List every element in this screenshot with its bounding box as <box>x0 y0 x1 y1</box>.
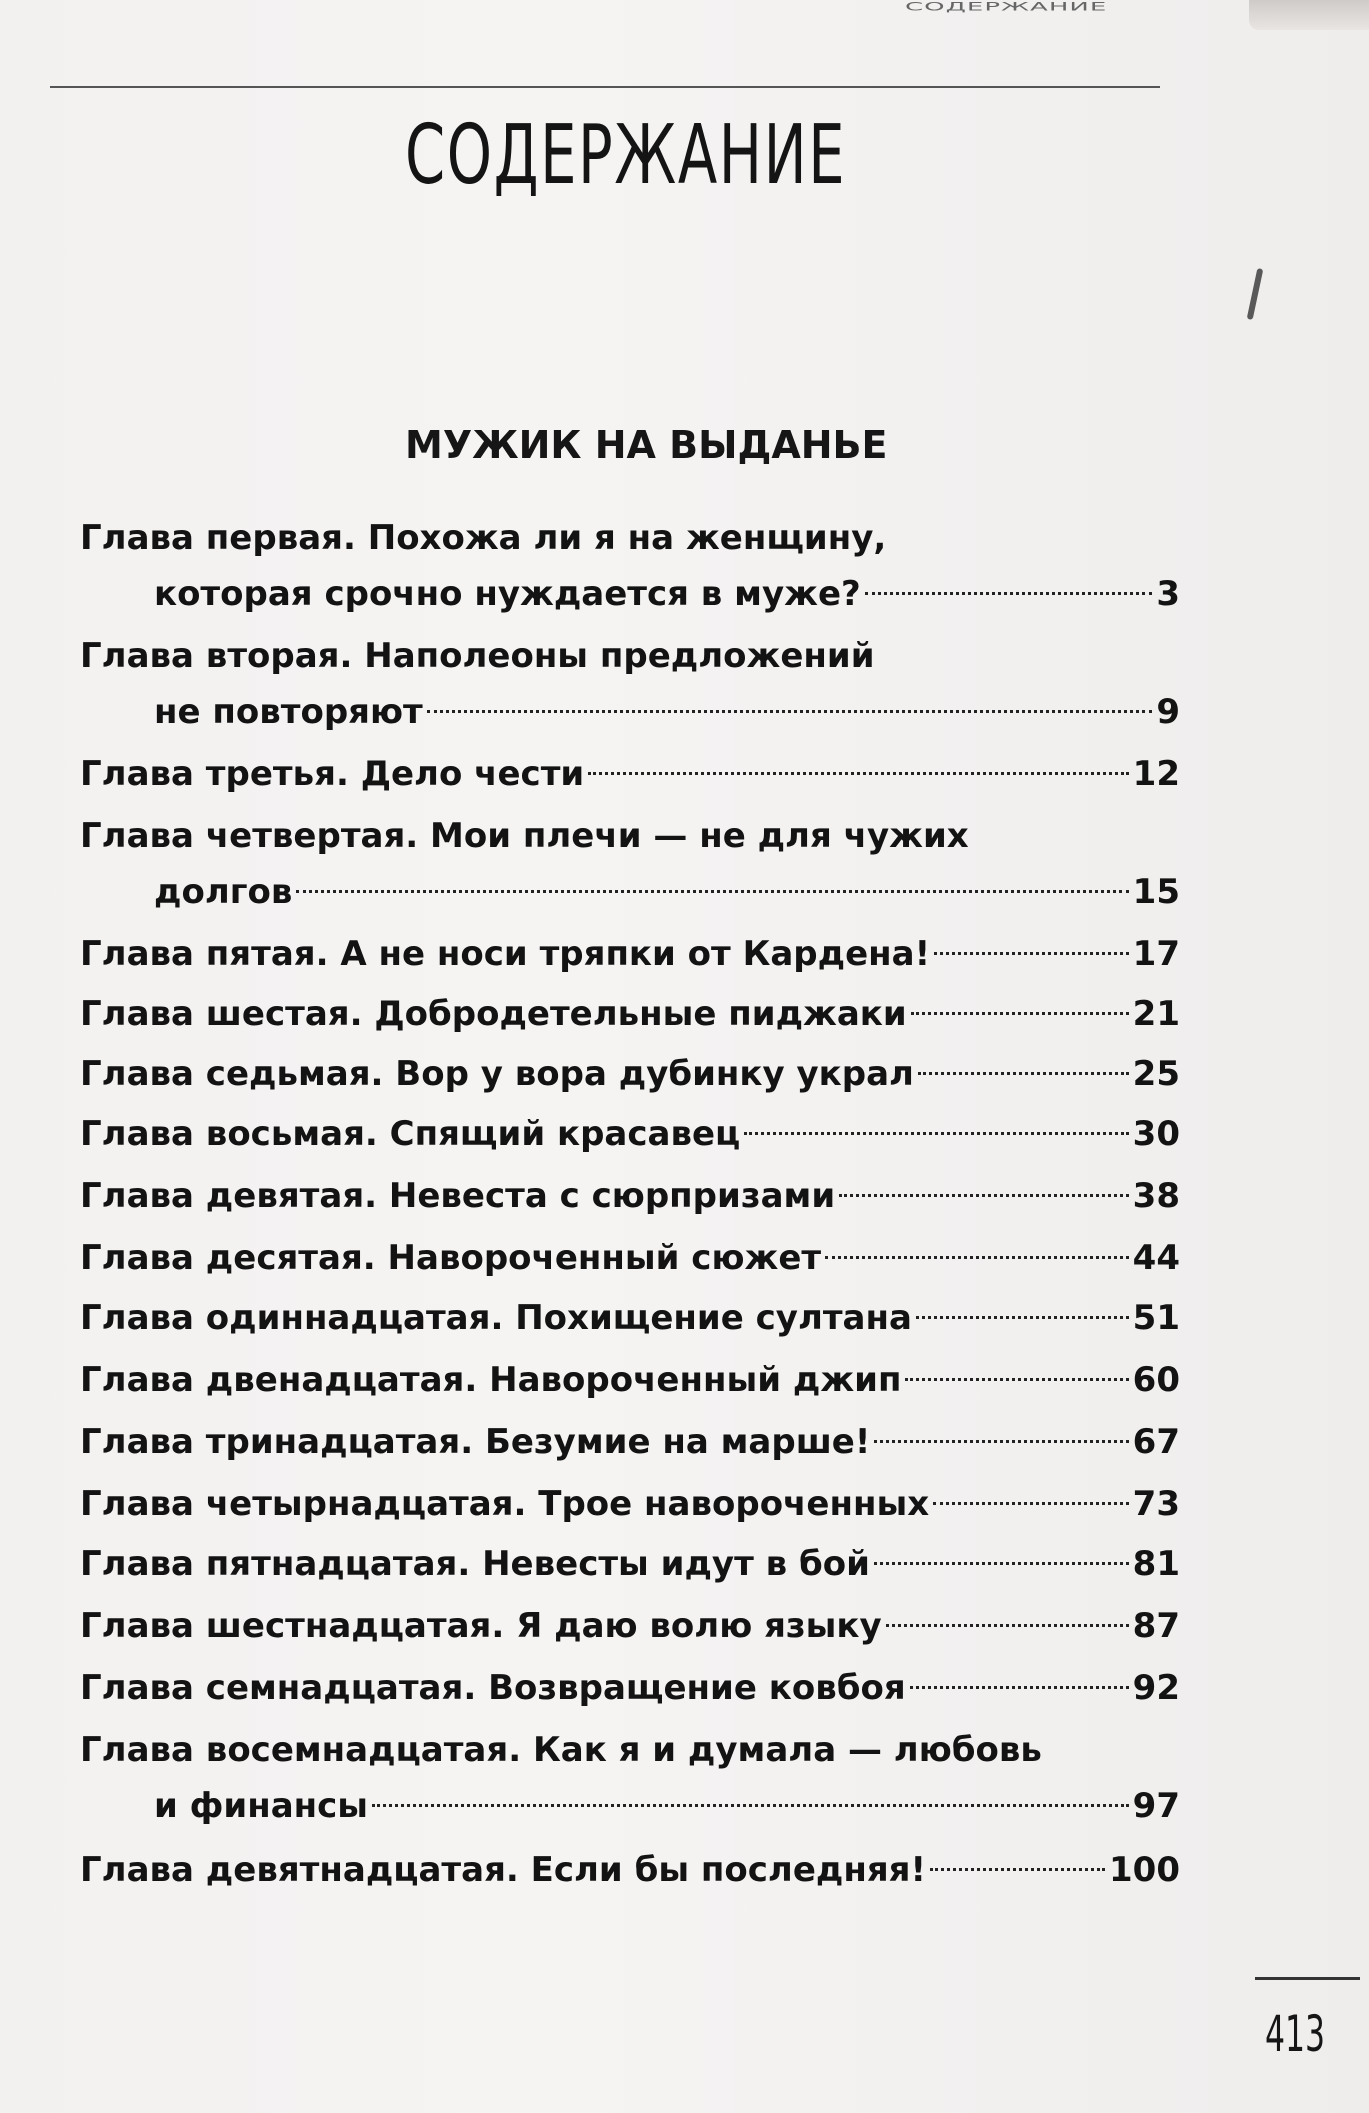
toc-entry[interactable] <box>80 1598 1180 1654</box>
toc-entry-title-cont: не повторяют <box>154 692 423 732</box>
toc-entry-page: 87 <box>1132 1606 1180 1646</box>
leader-dots <box>905 1378 1128 1381</box>
leader-dots <box>296 890 1128 893</box>
toc-entry[interactable] <box>80 1536 1180 1592</box>
toc-entry-page: 38 <box>1132 1176 1180 1216</box>
toc-entry-page: 15 <box>1132 872 1180 912</box>
leader-dots <box>588 772 1128 775</box>
leader-dots <box>933 1502 1129 1505</box>
leader-dots <box>934 952 1129 955</box>
page-number: 413 <box>1265 2005 1326 2063</box>
toc-entry-title: Глава вторая. Наполеоны предложений <box>80 636 875 676</box>
toc-entry-title: Глава девятнадцатая. Если бы последняя! <box>80 1850 926 1890</box>
toc-entry-title: Глава двенадцатая. Навороченный джип <box>80 1360 902 1400</box>
leader-dots <box>839 1194 1129 1197</box>
leader-dots <box>427 710 1153 713</box>
toc-entry-title: Глава тринадцатая. Безумие на марше! <box>80 1422 871 1462</box>
leader-dots <box>744 1132 1128 1135</box>
leader-dots <box>918 1072 1129 1075</box>
toc-entry-title: Глава третья. Дело чести <box>80 754 585 794</box>
toc-entry[interactable] <box>80 808 1180 920</box>
toc-entry-title: Глава пятая. А не носи тряпки от Кардена! <box>80 934 931 974</box>
toc-entry-page: 97 <box>1132 1786 1180 1826</box>
toc-entry-title: Глава семнадцатая. Возвращение ковбоя <box>80 1668 906 1708</box>
toc-entry[interactable] <box>80 510 1180 622</box>
section-title: МУЖИК НА ВЫДАНЬЕ <box>405 423 888 467</box>
toc-entry-title: Глава одиннадцатая. Похищение султана <box>80 1298 912 1338</box>
toc-entry-title: Глава десятая. Навороченный сюжет <box>80 1238 822 1278</box>
leader-dots <box>372 1804 1129 1807</box>
toc-entry[interactable] <box>80 1722 1180 1834</box>
toc-entry-page: 81 <box>1132 1544 1180 1584</box>
toc-entry-page: 60 <box>1132 1360 1180 1400</box>
leader-dots <box>886 1624 1129 1627</box>
leader-dots <box>911 1012 1129 1015</box>
page-corner-shadow <box>1249 0 1369 30</box>
toc-entry[interactable] <box>80 1230 1180 1286</box>
toc-entry-page: 73 <box>1132 1484 1180 1524</box>
header-rule <box>50 86 1160 88</box>
toc-entry-page: 17 <box>1132 934 1180 974</box>
toc-entry-page: 51 <box>1132 1298 1180 1338</box>
toc-entry-title: Глава девятая. Невеста с сюрпризами <box>80 1176 836 1216</box>
toc-entry[interactable] <box>80 1290 1180 1346</box>
toc-entry-title: Глава шестнадцатая. Я даю волю языку <box>80 1606 882 1646</box>
toc-entry-title: Глава четырнадцатая. Трое навороченных <box>80 1484 930 1524</box>
toc-entry-page: 100 <box>1109 1850 1180 1890</box>
toc-entry-page: 12 <box>1132 754 1180 794</box>
toc-entry-title-cont: которая срочно нуждается в муже? <box>154 574 861 614</box>
leader-dots <box>910 1686 1129 1689</box>
toc-entry-page: 21 <box>1132 994 1180 1034</box>
toc-entry-title: Глава восемнадцатая. Как я и думала — любовь <box>80 1730 1042 1770</box>
toc-entry[interactable] <box>80 1168 1180 1224</box>
toc-entry[interactable] <box>80 628 1180 740</box>
leader-dots <box>865 592 1153 595</box>
page-title: СОДЕРЖАНИЕ <box>405 108 847 203</box>
toc-entry-title-cont: и финансы <box>154 1786 369 1826</box>
toc-entry[interactable] <box>80 746 1180 802</box>
toc-entry-page: 3 <box>1156 574 1180 614</box>
leader-dots <box>874 1440 1128 1443</box>
toc-entry[interactable] <box>80 1414 1180 1470</box>
toc-entry-title-cont: долгов <box>154 872 293 912</box>
toc-entry[interactable] <box>80 1842 1180 1898</box>
toc-entry[interactable] <box>80 1476 1180 1532</box>
leader-dots <box>825 1256 1129 1259</box>
toc-entry-title: Глава пятнадцатая. Невесты идут в бой <box>80 1544 870 1584</box>
toc-entry-title: Глава седьмая. Вор у вора дубинку украл <box>80 1054 914 1094</box>
leader-dots <box>916 1316 1129 1319</box>
footer-rule <box>1255 1977 1360 1980</box>
leader-dots <box>930 1868 1105 1871</box>
toc-entry[interactable] <box>80 926 1180 982</box>
toc-entry[interactable] <box>80 986 1180 1042</box>
toc-entry-title: Глава первая. Похожа ли я на женщину, <box>80 518 887 558</box>
toc-entry-page: 25 <box>1132 1054 1180 1094</box>
toc-entry-title: Глава восьмая. Спящий красавец <box>80 1114 741 1154</box>
toc-entry-title: Глава четвертая. Мои плечи — не для чужих <box>80 816 969 856</box>
leader-dots <box>874 1562 1129 1565</box>
toc-entry[interactable] <box>80 1046 1180 1102</box>
toc-entry-page: 9 <box>1156 692 1180 732</box>
toc-entry[interactable] <box>80 1660 1180 1716</box>
running-head: СОДЕРЖАНИЕ <box>905 0 1108 14</box>
toc-entry-title: Глава шестая. Добродетельные пиджаки <box>80 994 907 1034</box>
toc-entry-page: 67 <box>1132 1422 1180 1462</box>
toc-entry-page: 30 <box>1132 1114 1180 1154</box>
toc-entry[interactable] <box>80 1106 1180 1162</box>
pen-mark <box>1247 268 1264 320</box>
toc-entry-page: 92 <box>1132 1668 1180 1708</box>
toc-entry[interactable] <box>80 1352 1180 1408</box>
toc-entry-page: 44 <box>1132 1238 1180 1278</box>
